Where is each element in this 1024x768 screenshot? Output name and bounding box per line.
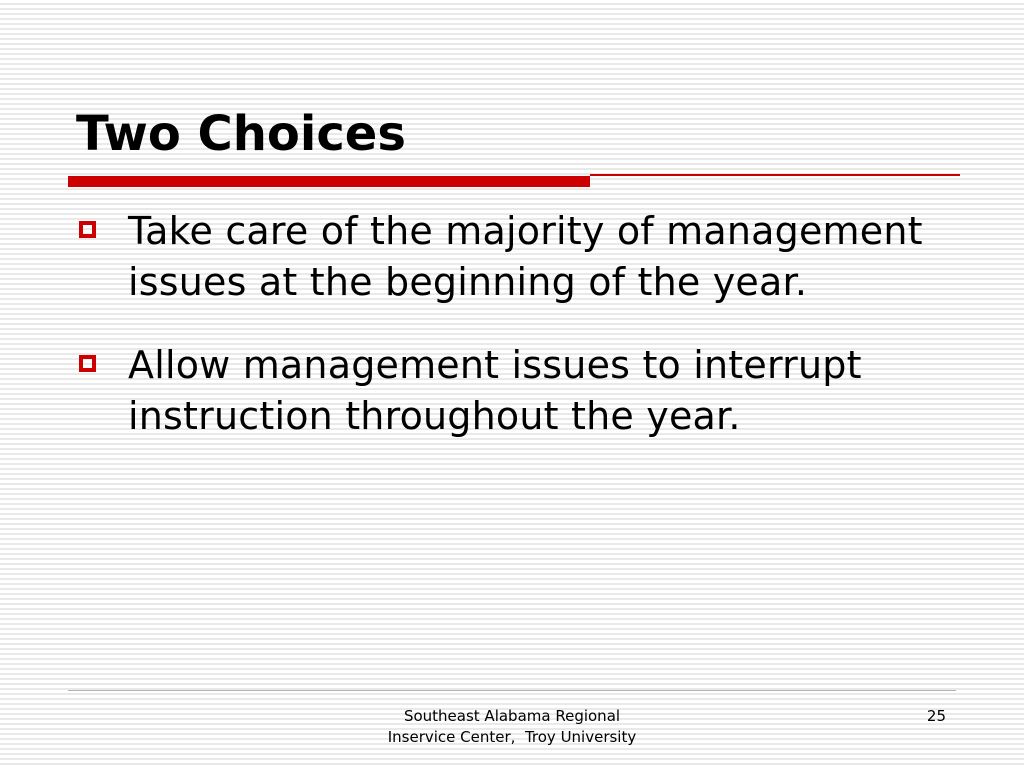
title-underline-thick bbox=[68, 176, 590, 187]
bullet-item bbox=[76, 340, 976, 442]
slide-title: Two Choices bbox=[76, 106, 406, 162]
footer-line-1: Southeast Alabama Regional bbox=[403, 707, 621, 725]
footer-line-2: Inservice Center, Troy University bbox=[387, 728, 637, 746]
bullet-text: Allow management issues to interrupt instruction throughout the year. bbox=[128, 343, 862, 438]
page-number: 25 bbox=[926, 707, 946, 725]
hollow-square-bullet-icon bbox=[79, 355, 96, 372]
footer-divider bbox=[68, 690, 956, 691]
bullet-list bbox=[76, 206, 976, 474]
title-underline-thin bbox=[590, 174, 960, 176]
footer-organization bbox=[342, 706, 682, 748]
hollow-square-bullet-icon bbox=[79, 221, 96, 238]
bullet-item bbox=[76, 206, 976, 308]
bullet-text: Take care of the majority of management issues at the beginning of the year. bbox=[128, 209, 923, 304]
